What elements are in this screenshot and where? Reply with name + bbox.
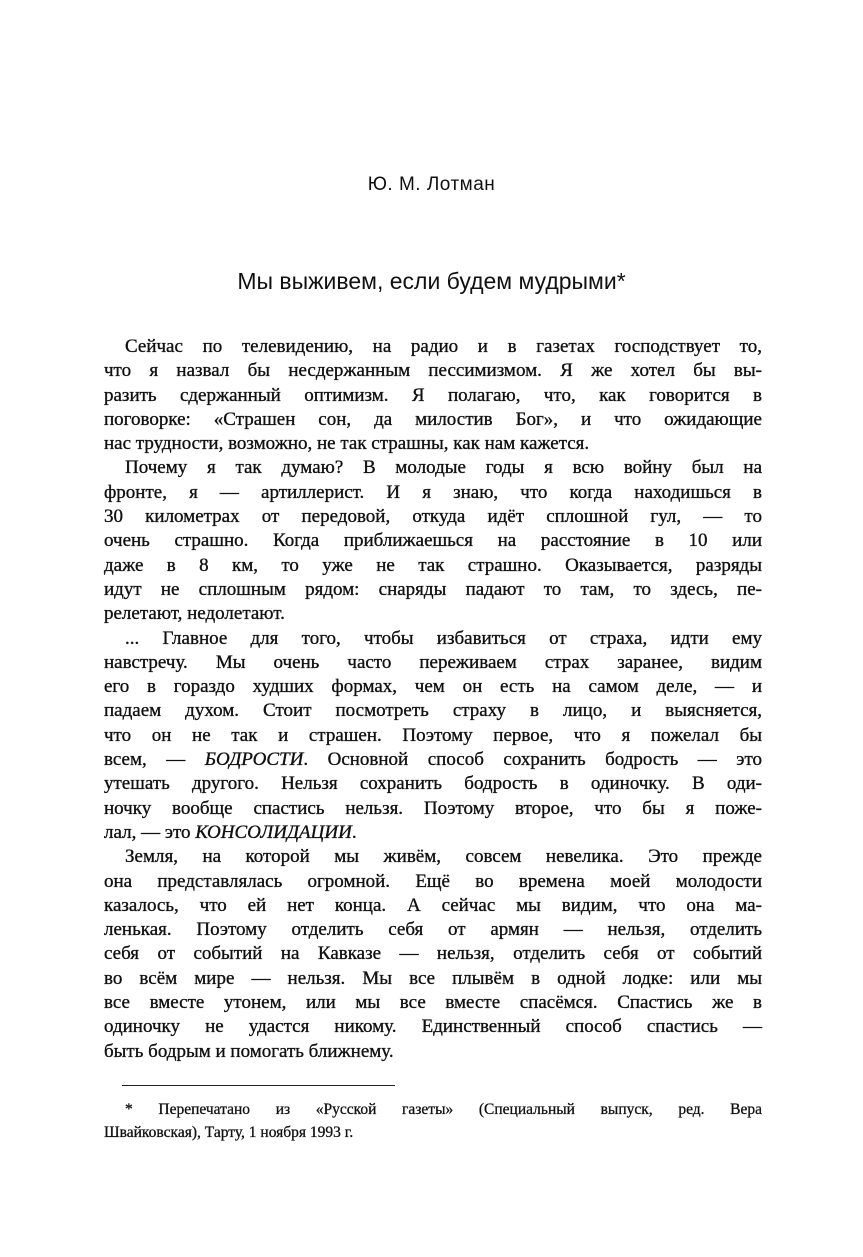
article-body <box>104 335 762 1064</box>
text-line: очень страшно. Когда приближаешься на расстояние в 10 или <box>104 530 762 552</box>
emphasis-text: КОНСОЛИДАЦИИ <box>195 821 352 843</box>
text-line: даже в 8 км, то уже не так страшно. Оказывается, разряды <box>104 554 762 576</box>
text-line <box>104 821 762 845</box>
text-line: быть бодрым и помогать ближнему. <box>104 1040 394 1062</box>
text-line <box>104 748 762 772</box>
footnote <box>104 1098 762 1144</box>
footnote-line: Швайковская), Тарту, 1 ноября 1993 г. <box>104 1124 354 1141</box>
footnote-divider <box>122 1085 395 1086</box>
text-line: Сейчас по телевидению, на радио и в газетах господствует то, <box>125 336 762 357</box>
text-line: Почему я так думаю? В молодые годы я всю войну был на <box>125 457 762 479</box>
paragraph <box>104 845 762 1064</box>
text-segment: . Основной способ сохранить бодрость — это <box>303 749 762 771</box>
paragraph <box>104 456 762 626</box>
text-line: утешать другого. Нельзя сохранить бодрость в одиночку. В оди- <box>104 773 762 795</box>
paragraph <box>104 627 762 846</box>
text-line: ... Главное для того, чтобы избавиться от страха, идти ему <box>125 627 762 649</box>
article-title: Мы выживем, если будем мудрыми* <box>237 268 626 294</box>
text-line: она представлялась огромной. Ещё во времена моей молодости <box>104 870 762 892</box>
author-name: Ю. М. Лотман <box>367 174 496 195</box>
emphasis-text: БОДРОСТИ <box>204 749 304 771</box>
text-line: казалось, что ей нет конца. А сейчас мы видим, что она ма- <box>104 894 762 916</box>
text-line: поговорке: «Страшен сон, да милостив Бог», и что ожидающие <box>104 408 762 430</box>
text-segment: всем, — <box>104 749 205 771</box>
text-line: навстречу. Мы очень часто переживаем страх заранее, видим <box>104 651 762 673</box>
text-line: себя от событий на Кавказе — нельзя, отделить себя от событий <box>104 943 762 965</box>
text-line: что он не так и страшен. Поэтому первое, что я пожелал бы <box>104 724 762 746</box>
text-line: ночку вообще спастись нельзя. Поэтому второе, что бы я поже- <box>104 797 762 819</box>
footnote-line: * Перепечатано из «Русской газеты» (Специальный выпуск, ред. Вера <box>125 1101 762 1118</box>
text-line: разить сдержанный оптимизм. Я полагаю, что, как говорится в <box>104 384 762 406</box>
text-line: ленькая. Поэтому отделить себя от армян — нельзя, отделить <box>104 919 762 941</box>
text-line: все вместе утонем, или мы все вместе спасёмся. Спастись же в <box>104 992 762 1014</box>
text-line: идут не сплошным рядом: снаряды падают то там, то здесь, пе- <box>104 578 762 600</box>
text-segment: . <box>351 821 357 843</box>
text-line: одиночку не удастся никому. Единственный способ спастись — <box>104 1016 762 1038</box>
text-line: что я назвал бы несдержанным пессимизмом. Я же хотел бы вы- <box>104 360 762 382</box>
text-line: во всём мире — нельзя. Мы все плывём в одной лодке: или мы <box>104 967 762 989</box>
paragraph <box>104 335 762 456</box>
text-line: падаем духом. Стоит посмотреть страху в лицо, и выясняется, <box>104 700 762 722</box>
text-line: 30 километрах от передовой, откуда идёт сплошной гул, — то <box>104 506 762 528</box>
text-line: фронте, я — артиллерист. И я знаю, что когда находишься в <box>104 481 762 503</box>
text-line: нас трудности, возможно, не так страшны, как нам кажется. <box>104 433 590 455</box>
text-segment: лал, — это <box>104 821 196 843</box>
text-line: его в гораздо худших формах, чем он есть на самом деле, — и <box>104 676 762 698</box>
text-line: релетают, недолетают. <box>104 603 285 625</box>
text-line: Земля, на которой мы живём, совсем невелика. Это прежде <box>125 846 762 868</box>
